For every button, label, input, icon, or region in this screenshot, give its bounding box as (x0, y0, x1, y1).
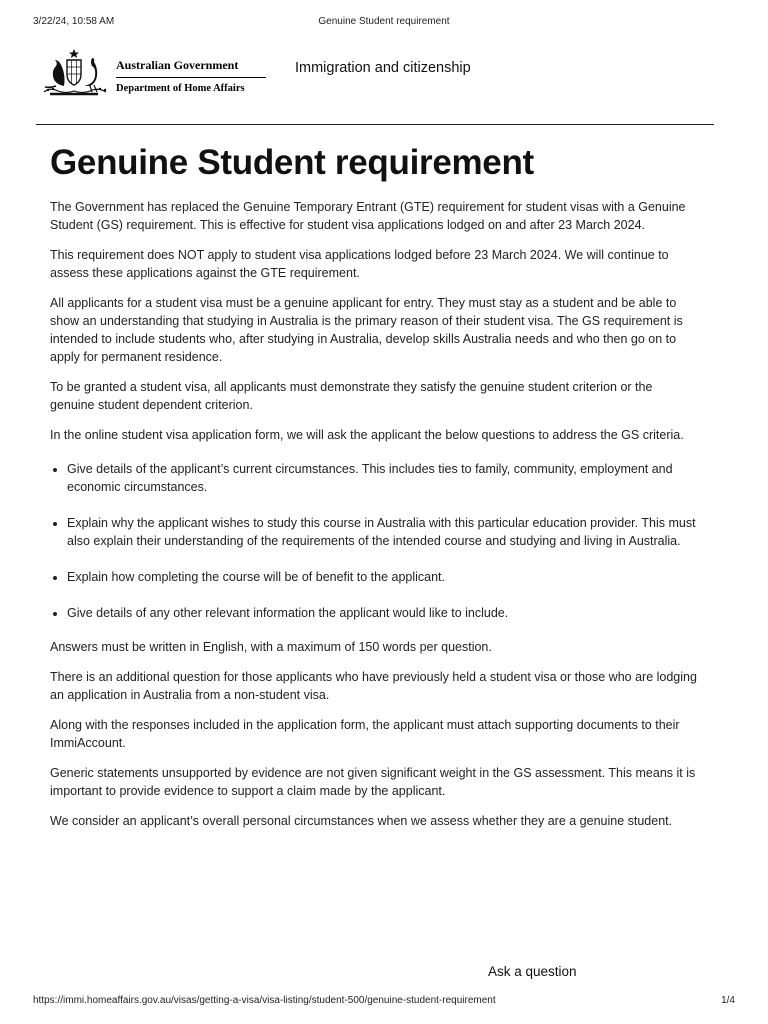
header-divider (36, 124, 714, 125)
intro-paragraph: The Government has replaced the Genuine Temporary Entrant (GTE) requirement for student visas with a Genuine Student (GS) requirement. This is effective for student visa applications lodged on and after 23 March 2024. (50, 200, 686, 232)
criterion-paragraph: To be granted a student visa, all applicants must demonstrate they satisfy the genuine student criterion or the genuine student dependent criterion. (50, 380, 653, 412)
list-item: • Explain how completing the course will be of benefit to the applicant. (67, 568, 700, 586)
word-limit-paragraph: Answers must be written in English, with a maximum of 150 words per question. (50, 640, 492, 654)
circumstances-paragraph: We consider an applicant’s overall personal circumstances when we assess whether they are a genuine student. (50, 814, 673, 828)
evidence-paragraph: Generic statements unsupported by evidence are not given significant weight in the GS assessment. This means it is important to provide evidence to support a claim made by the applicant. (50, 766, 696, 798)
immigration-citizenship-link[interactable]: Immigration and citizenship (295, 60, 471, 76)
government-branding (116, 58, 266, 94)
list-item: • Give details of any other relevant information the applicant would like to include. (67, 604, 700, 622)
government-name: Australian Government (116, 58, 266, 78)
applicant-requirement-paragraph: All applicants for a student visa must be a genuine applicant for entry. They must stay as a student and be able to show an understanding that studying in Australia is the primary reason of their student visa. The GS requirement is intended to include students who, after studying in Australia, develop skills Australia needs and who then go on to apply for permanent residence. (50, 296, 683, 364)
list-item: • Explain why the applicant wishes to study this course in Australia with this particular education provider. This must also explain their understanding of the requirements of the intended course and studying and living in Australia. (67, 514, 700, 550)
gs-questions-list (50, 460, 700, 622)
print-document-title: Genuine Student requirement (318, 16, 450, 27)
list-item: • Give details of the applicant’s current circumstances. This includes ties to family, community, employment and economic circumstances. (67, 460, 700, 496)
coat-of-arms-icon[interactable] (40, 48, 112, 98)
questions-intro-paragraph: In the online student visa application form, we will ask the applicant the below questions to address the GS criteria. (50, 428, 684, 442)
additional-question-paragraph: There is an additional question for those applicants who have previously held a student visa or those who are lodging an application in Australia from a non-student visa. (50, 670, 697, 702)
page-title: Genuine Student requirement (50, 143, 534, 182)
page-indicator: 1/4 (721, 995, 735, 1006)
ask-question-link[interactable]: Ask a question (488, 964, 577, 979)
site-header (40, 48, 720, 104)
department-name: Department of Home Affairs (116, 83, 245, 94)
print-datetime: 3/22/24, 10:58 AM (33, 16, 115, 27)
main-content (50, 140, 700, 842)
exemption-paragraph: This requirement does NOT apply to student visa applications lodged before 23 March 2024. We will continue to assess these applications against the GTE requirement. (50, 248, 669, 280)
supporting-documents-paragraph: Along with the responses included in the application form, the applicant must attach supporting documents to their ImmiAccount. (50, 718, 680, 750)
page-url: https://immi.homeaffairs.gov.au/visas/getting-a-visa/visa-listing/student-500/genuine-student-requirement (33, 995, 496, 1006)
